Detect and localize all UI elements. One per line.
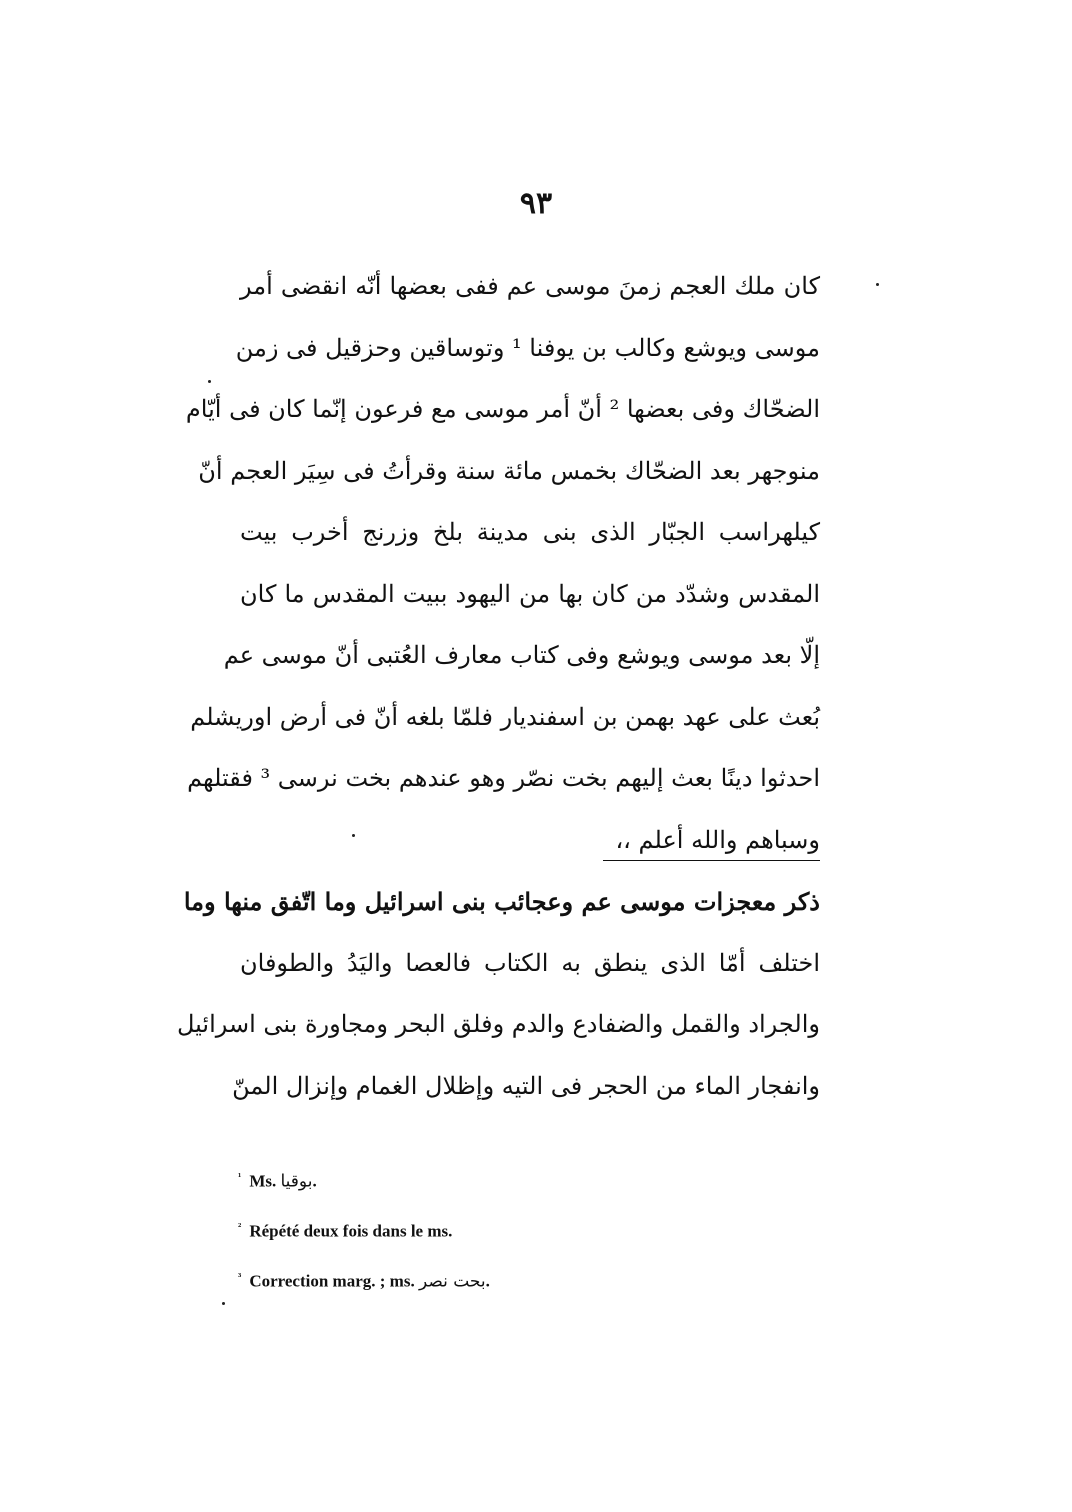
section-line-3: والجراد والقمل والضفادع والدم وفلق البحر ومجاورة بنى اسرائيل xyxy=(176,1010,820,1038)
body-line-10: وسباهم والله أعلم ،، xyxy=(615,825,820,854)
page-number: ٩٣ xyxy=(519,186,553,221)
footnote-marker: ² xyxy=(238,1221,242,1233)
scan-speck xyxy=(222,1302,225,1305)
section-heading-line: ذكر معجزات موسى عم وعجائب بنى اسرائيل وما اتّفق منها وما xyxy=(183,887,820,916)
footnote-text: Correction marg. ; ms. xyxy=(249,1271,415,1291)
body-line-3: الضحّاك وفى بعضها ² أنّ أمر موسى مع فرعون إنّما كان فى أيّام xyxy=(185,395,820,423)
body-line-7: إلّا بعد موسى ويوشع وفى كتاب معارف العُتبى أنّ موسى عم xyxy=(223,641,820,669)
footnote-1 xyxy=(238,1152,838,1202)
footnote-marker: ³ xyxy=(238,1271,242,1283)
footnote-2 xyxy=(238,1202,838,1252)
footnote-end: . xyxy=(312,1171,317,1191)
scan-speck xyxy=(876,283,879,286)
body-line-4: منوجهر بعد الضحّاك بخمس مائة سنة وقرأتُ فى سِيَر العجم أنّ xyxy=(198,456,820,485)
body-line-2: موسى ويوشع وكالب بن يوفنا ¹ وتوساقين وحزقيل فى زمن xyxy=(235,333,820,362)
footnote-text: Ms. xyxy=(249,1171,277,1191)
footnotes xyxy=(238,1152,838,1302)
footnote-text: Répété deux fois dans le ms. xyxy=(249,1221,453,1241)
footnote-arabic: بوقيا xyxy=(280,1171,313,1192)
section-line-4: وانفجار الماء من الحجر فى التيه وإظلال الغمام وإنزال المنّ xyxy=(232,1071,820,1100)
body-line-1: كان ملك العجم زمنَ موسى عم ففى بعضها أنّه انقضى أمر xyxy=(240,272,820,300)
body-line-9: احدثوا دينًا بعث إليهم بخت نصّر وهو عندهم بخت نرسى ³ فقتلهم xyxy=(187,764,820,792)
main-text xyxy=(176,256,820,1117)
footnote-end: . xyxy=(485,1271,490,1291)
footnote-marker: ¹ xyxy=(238,1171,242,1183)
scan-speck xyxy=(352,834,355,837)
body-line-5: كيلهراسب الجبّار الذى بنى مدينة بلخ وزرنج أخرب بيت xyxy=(240,518,820,546)
scan-speck xyxy=(208,380,211,383)
section-divider xyxy=(603,860,820,861)
section-line-2: اختلف أمّا الذى ينطق به الكتاب فالعصا واليَدُ والطوفان xyxy=(240,948,820,977)
body-line-8: بُعث على عهد بهمن بن اسفنديار فلمّا بلغه أنّ فى أرض اوريشلم xyxy=(190,702,820,731)
footnote-arabic: بحت نصر xyxy=(418,1271,486,1292)
body-line-6: المقدس وشدّد من كان بها من اليهود ببيت المقدس ما كان xyxy=(240,579,820,608)
footnote-3 xyxy=(238,1252,838,1302)
